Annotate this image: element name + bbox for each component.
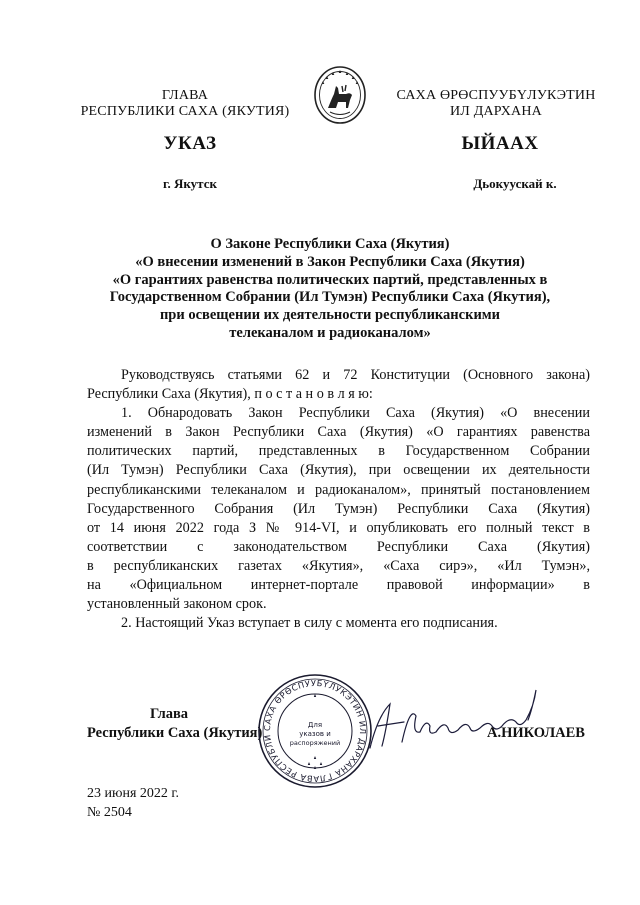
preamble-line: Республики Саха (Якутия), п о с т а н о в л я ю: <box>87 386 373 403</box>
item1-line: республиканскими телеканалом и радиоканалом», принятый постановлением <box>87 481 590 498</box>
city-ru: г. Якутск <box>163 176 217 191</box>
handwritten-signature <box>360 676 560 756</box>
item1-line: на «Официальном интернет-портале правовой информации» в <box>87 577 590 594</box>
signer-name: А.НИКОЛАЕВ <box>487 725 585 741</box>
issuer-sakha-line1: САХА ӨРӨСПУУБҮЛУКЭТИН <box>396 88 596 103</box>
item1-line: 1. Обнародовать Закон Республики Саха (Якутия) «О внесении <box>121 405 590 422</box>
issuer-sakha-line2: ИЛ ДАРХАНА <box>449 104 542 119</box>
item1-line: от 14 июня 2022 года З № 914-VI, и опубликовать его полный текст в <box>87 519 590 536</box>
title-line: «О внесении изменений в Закон Республики Саха (Якутия) <box>135 253 525 270</box>
title-line: О Законе Республики Саха (Якутия) <box>210 236 450 252</box>
signer-position-line1: Глава <box>150 706 189 722</box>
item1-line: установленный законом срок. <box>87 596 267 613</box>
doc-type-ru: УКАЗ <box>163 133 217 154</box>
item1-line: Государственного Собрания (Ил Тумэн) Республики Саха (Якутия) <box>87 500 590 517</box>
item1-line: политических партий, представленных в Государственном Собрании <box>87 443 590 460</box>
item1-line: соответствии с законодательством Республики Саха (Якутия) <box>87 538 590 555</box>
item1-line: в республиканских газетах «Якутия», «Саха сирэ», «Ил Тумэн», <box>87 557 590 574</box>
decree-title <box>60 236 600 343</box>
item1-line: изменений в Закон Республики Саха (Якутия) «О гарантиях равенства <box>87 424 590 441</box>
doc-type-sakha: ЫЙААХ <box>461 133 539 154</box>
decree-body <box>87 366 590 633</box>
coat-of-arms-emblem <box>312 64 368 126</box>
item1-line: (Ил Тумэн) Республики Саха (Якутия), при освещении их деятельности <box>87 462 590 479</box>
seal-ring-text: САХА ӨРӨСПУУБҮЛУКЭТИН ИЛ ДАРХАНА ГЛАВА РЕСПУБЛИ <box>261 677 369 785</box>
official-seal <box>256 672 374 790</box>
issuer-ru-line2: РЕСПУБЛИКИ САХА (ЯКУТИЯ) <box>80 104 290 119</box>
title-line: «О гарантиях равенства политических партий, представленных в <box>112 271 548 288</box>
signer-position-line2: Республики Саха (Якутия) <box>87 725 263 741</box>
city-sakha: Дьокуускай к. <box>473 176 557 191</box>
title-line: при освещении их деятельности республиканскими <box>159 307 501 324</box>
decree-date: 23 июня 2022 г. <box>87 786 180 801</box>
issuer-ru-line1: ГЛАВА <box>161 88 209 103</box>
seal-center-line3: распоряжений <box>289 739 341 747</box>
decree-number: № 2504 <box>87 805 132 820</box>
title-line: Государственном Собрании (Ил Тумэн) Республики Саха (Якутия), <box>109 289 551 306</box>
title-line: телеканалом и радиоканалом» <box>229 324 431 341</box>
item2-line: 2. Настоящий Указ вступает в силу с момента его подписания. <box>121 615 498 632</box>
preamble-line: Руководствуясь статьями 62 и 72 Конституции (Основного закона) <box>121 367 590 383</box>
issuer-ru <box>70 88 300 120</box>
seal-center-line2: указов и <box>299 730 331 738</box>
seal-center-line1: Для <box>307 721 323 729</box>
issuer-sakha <box>376 88 616 120</box>
